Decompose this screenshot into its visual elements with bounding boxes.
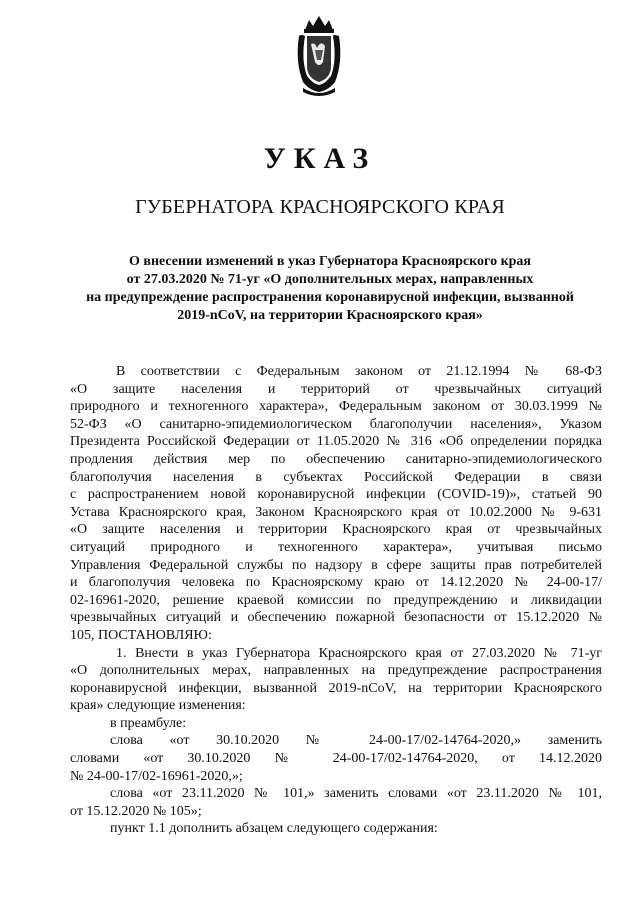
body-line: коронавирусной инфекции, вызванной 2019-nCoV, на территории Красноярского [70,680,602,696]
body-line: «О дополнительных мерах, направленных на предупреждение распространения [70,663,602,679]
heading-line: О внесении изменений в указ Губернатора Красноярского края [129,254,531,269]
document-heading [60,253,600,325]
body-line: «О защите населения и территорий от чрезвычайных ситуаций [70,381,602,397]
body-line: пункт 1.1 дополнить абзацем следующего содержания: [110,821,438,837]
body-line: ситуаций природного и техногенного характера», учитывая письмо [70,539,602,555]
heading-line: 2019-nCoV, на территории Красноярского края» [177,308,483,323]
heading-line: от 27.03.2020 № 71-уг «О дополнительных мерах, направленных [126,272,534,287]
body-line: продления действия мер по обеспечению санитарно-эпидемиологического [70,451,602,467]
document-body [70,363,602,838]
body-line: словами «от 30.10.2020 № 24-00-17/02-14764-2020, от 14.12.2020 [70,751,602,767]
document-issuer: ГУБЕРНАТОРА КРАСНОЯРСКОГО КРАЯ [135,196,505,218]
body-line: слова «от 23.11.2020 № 101,» заменить словами «от 23.11.2020 № 101, [110,786,602,802]
body-line: В соответствии с Федеральным законом от 21.12.1994 № 68-ФЗ [116,364,602,379]
body-line: 52-ФЗ «О санитарно-эпидемиологическом благополучии населения», Указом [70,416,602,432]
document-title: УКАЗ [263,142,377,175]
body-line: края» следующие изменения: [70,698,246,714]
coat-of-arms-icon [293,12,345,96]
body-line: 1. Внести в указ Губернатора Красноярского края от 27.03.2020 № 71-уг [116,645,602,661]
body-line: 105, ПОСТАНОВЛЯЮ: [70,627,212,643]
body-line: 02-16961-2020, решение краевой комиссии по предупреждению и ликвидации [70,592,602,608]
body-line: чрезвычайных ситуаций и обеспечению пожарной безопасности от 15.12.2020 № [70,610,602,626]
body-line: Президента Российской Федерации от 11.05.2020 № 316 «Об определении порядка [70,434,602,450]
body-line: с распространением новой коронавирусной инфекции (COVID-19)», статьей 90 [70,487,602,503]
body-line: и благополучия человека по Красноярскому краю от 14.12.2020 № 24-00-17/ [70,575,602,591]
body-line: «О защите населения и территории Красноярского края от чрезвычайных [70,522,602,538]
body-line: Устава Красноярского края, Законом Красноярского края от 10.02.2000 № 9-631 [70,504,602,520]
heading-line: на предупреждение распространения коронавирусной инфекции, вызванной [86,290,574,305]
body-line: Управления Федеральной службы по надзору в сфере защиты прав потребителей [70,557,602,573]
body-line: природного и техногенного характера», Федеральным законом от 30.03.1999 № [70,399,602,415]
body-line: № 24-00-17/02-16961-2020,»; [70,768,243,784]
body-line: слова «от 30.10.2020 № 24-00-17/02-14764-2020,» заменить [110,733,602,749]
body-line: в преамбуле: [110,715,187,731]
body-line: от 15.12.2020 № 105»; [70,803,202,819]
body-line: благополучия населения в субъектах Российской Федерации в связи [70,469,602,485]
